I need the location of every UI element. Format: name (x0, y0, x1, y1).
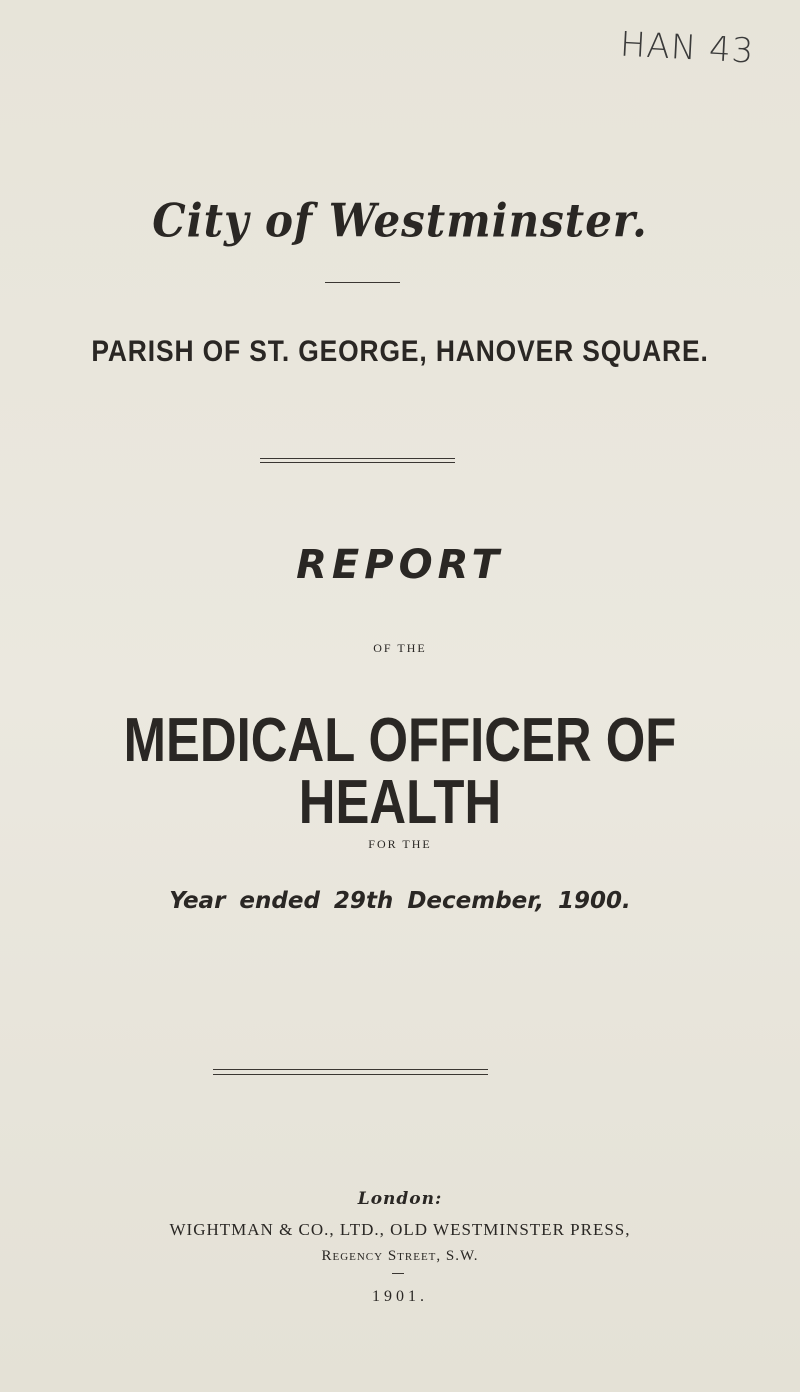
main-title-text: MEDICAL OFFICER OF HEALTH (123, 706, 677, 837)
ornamental-rule-top (213, 1069, 488, 1070)
ornamental-rule-bottom (213, 1074, 488, 1075)
report-title: REPORT (296, 542, 504, 588)
divider-double-bottom (260, 462, 455, 463)
imprint-printer: WIGHTMAN & CO., LTD., OLD WESTMINSTER PRESS, (169, 1220, 631, 1239)
imprint-address: Regency Street, S.W. (321, 1248, 479, 1264)
handwritten-shelfmark: HAN 43 (619, 24, 756, 72)
parish-heading: PARISH OF ST. GEORGE, HANOVER SQUARE. (91, 335, 709, 368)
period-line: Year ended 29th December, 1900. (169, 888, 631, 914)
for-the-label: FOR THE (368, 837, 432, 851)
divider-short (325, 282, 400, 283)
main-title (72, 706, 728, 837)
city-heading: City of Westminster. (152, 193, 648, 248)
imprint-dash (392, 1273, 404, 1274)
divider-double-top (260, 458, 455, 459)
of-the-label: OF THE (373, 641, 427, 655)
imprint-year: 1901. (372, 1288, 428, 1305)
imprint-place: London: (357, 1189, 443, 1209)
